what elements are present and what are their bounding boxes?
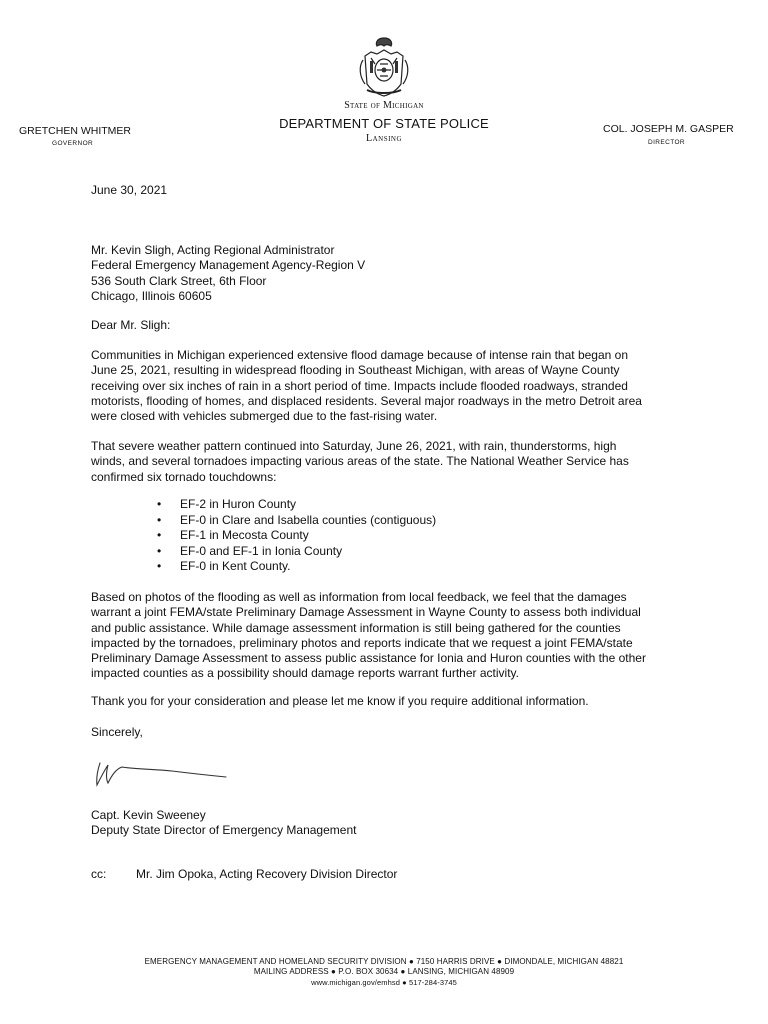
salutation: Dear Mr. Sligh:: [91, 318, 171, 332]
recipient-line: Mr. Kevin Sligh, Acting Regional Administrator: [91, 243, 335, 257]
paragraph-thanks: Thank you for your consideration and please let me know if you require additional information.: [91, 694, 589, 708]
tornado-list: [145, 497, 436, 575]
list-item: • EF-0 and EF-1 in Ionia County: [145, 544, 436, 560]
closing: Sincerely,: [91, 725, 143, 739]
recipient-address: [91, 243, 691, 304]
signer-name: Capt. Kevin Sweeney: [91, 808, 206, 822]
paragraph-tornadoes: [91, 439, 691, 485]
list-item: • EF-0 in Clare and Isabella counties (contiguous): [145, 513, 436, 529]
handwritten-signature: [92, 755, 232, 791]
list-item: • EF-2 in Huron County: [145, 497, 436, 513]
list-item: • EF-1 in Mecosta County: [145, 528, 436, 544]
cc-line: [91, 867, 691, 882]
state-heading: State of Michigan: [344, 100, 424, 111]
paragraph-assessment-request: [91, 590, 691, 682]
paragraph-line: That severe weather pattern continued into Saturday, June 26, 2021, with rain, thunderstorms, high: [91, 439, 617, 453]
list-item: • EF-0 in Kent County.: [145, 559, 436, 575]
recipient-line: 536 South Clark Street, 6th Floor: [91, 273, 267, 288]
paragraph-line: Based on photos of the flooding as well as information from local feedback, we feel that the damages: [91, 590, 627, 604]
paragraph-line: Communities in Michigan experienced extensive flood damage because of intense rain that began on: [91, 348, 628, 362]
signer-title: Deputy State Director of Emergency Management: [91, 823, 357, 838]
cc-label: cc:: [91, 867, 107, 881]
footer-contact: www.michigan.gov/emhsd ● 517-284-3745: [311, 978, 457, 987]
recipient-line: Chicago, Illinois 60605: [91, 288, 212, 303]
city-heading: Lansing: [365, 133, 403, 144]
director-name: COL. JOSEPH M. GASPER: [603, 123, 734, 135]
paragraph-line: confirmed six tornado touchdowns:: [91, 469, 277, 484]
signer-block: [91, 808, 691, 839]
paragraph-line: June 25, 2021, resulting in widespread flooding in Southeast Michigan, with areas of Wayne County: [91, 363, 620, 378]
paragraph-line: warrant a joint FEMA/state Preliminary Damage Assessment in Wayne County to assess both individual: [91, 605, 641, 620]
paragraph-flooding: [91, 348, 691, 424]
paragraph-line: motorists, flooding of homes, and displaced residents. Several major roadways in the metro Detroit area: [91, 393, 642, 408]
cc-recipient: Mr. Jim Opoka, Acting Recovery Division Director: [136, 867, 398, 881]
paragraph-line: and public assistance. While damage assessment information is still being gathered for the counties: [91, 620, 621, 635]
paragraph-line: were closed with vehicles submerged due to the fast-rising water.: [91, 409, 438, 424]
governor-title: GOVERNOR: [52, 140, 94, 147]
paragraph-line: receiving over six inches of rain in a short period of time. Impacts include flooded roadways, stranded: [91, 378, 628, 393]
recipient-line: Federal Emergency Management Agency-Region V: [91, 258, 366, 273]
director-title: DIRECTOR: [648, 139, 686, 146]
paragraph-line: winds, and several tornadoes impacting various areas of the state. The National Weather Service has: [91, 454, 629, 469]
paragraph-line: Preliminary Damage Assessment to assess public assistance for Ionia and Huron counties with the other: [91, 651, 646, 666]
paragraph-line: impacted by the tornadoes, preliminary photos and reports indicate that we request a joint FEMA/state: [91, 635, 633, 650]
footer-mailing-address: MAILING ADDRESS ● P.O. BOX 30634 ● LANSING, MICHIGAN 48909: [253, 967, 515, 976]
letter-date: June 30, 2021: [91, 183, 168, 197]
footer-address: EMERGENCY MANAGEMENT AND HOMELAND SECURITY DIVISION ● 7150 HARRIS DRIVE ● DIMONDALE, MICHIGAN 48821: [144, 957, 624, 966]
paragraph-line: impacted counties as a possibility should damage reports warrant further activity.: [91, 666, 519, 681]
department-heading: DEPARTMENT OF STATE POLICE: [279, 116, 489, 131]
governor-name: GRETCHEN WHITMER: [19, 125, 131, 137]
michigan-state-seal-icon: [351, 34, 417, 100]
